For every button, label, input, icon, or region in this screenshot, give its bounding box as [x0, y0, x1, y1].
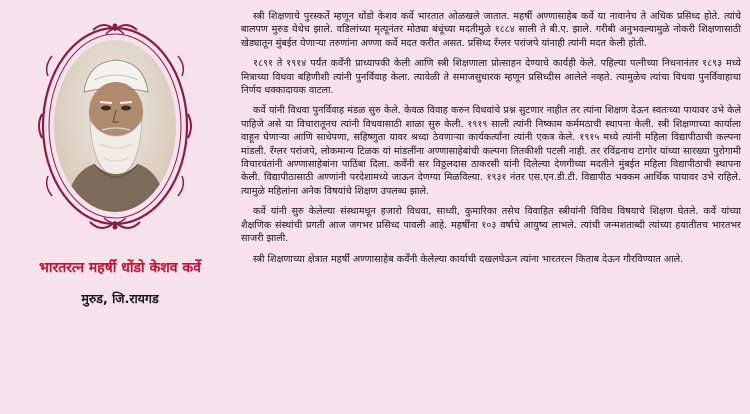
portrait-caption-place: मुरुड, जि.रायगड — [81, 291, 159, 306]
portrait-panel — [0, 0, 232, 414]
paragraph-university: कर्वे यांनी विधवा पुनर्विवाह मंडळ सुरु केले. केवळ विवाह करुन विधवांचे प्रश्न सुटणार नाहीत तर त्यांना शिक्षण देऊन स्वतःच्या पायावर उभे केले पाहिजे असे या विचारातूनच त्यांनी विधवासाठी शाळा सुरु केली. १९१९ साली त्यांनी निष्काम कर्ममठाची स्थापना केली. स्त्री शिक्षणाच्या कार्याला वाहून घेणाऱ्या आणि साधेपणा, सहिष्णुता यावर श्रध्दा ठेवणाऱ्या कार्यकर्त्यांना त्यांनी एकत्र केले. १९१५ मध्ये त्यांनी महिला विद्यापीठाची कल्पना मांडली. रँग्लर परांजपे, लोकमान्य टिळक यां मांडलींना अण्णासाहेबांची कल्पना तितकीशी पटली नाही. तर रविंद्रनाथ टागोर यांच्या सारख्या पुरोगामी विचारवंतांनी अण्णासाहेबांना पाठिंबा दिला. कर्वेंनी सर विठ्ठलदास ठाकरसी यांनी दिलेल्या देणगीच्या मदतीने मुंबईत महिला विद्यापीठाची स्थापना केली. विद्यापीठासाठी अण्णांनी परदेशामध्ये जाऊन देणग्या मिळविल्या. १९३१ नंतर एस.एन.डी.टी. विद्यापीठ भक्कम आर्थिक पायावर उभे राहिले. त्यामुळे महिलांना अनेक विषयांचे शिक्षण उपलब्ध झाले. — [241, 105, 741, 197]
portrait-illustration — [54, 40, 176, 212]
portrait-frame — [38, 22, 192, 230]
paragraph-intro: स्त्री शिक्षणाचे पुरस्कर्ते म्हणून धोंडो केशव कर्वे भारतात ओळखले जातात. महर्षी अण्णासाहेब कर्वे या नावानेच ते अधिक प्रसिध्द होते. त्यांचे बालपण मुरुड येथेच झाले. वडिलांच्या मृत्यूनंतर मोठ्या बंधूंच्या मदतीमुळे १८८४ साली ते बी.ए. झाले. गरीबी अनुभवल्यामुळे नोकरी शिक्षणासाठी खेड्यातून मुंबईत येणाऱ्या तरुणांना अण्णा कर्वे मदत करीत असत. प्रसिध्द रँग्लर परांजपे यांनाही त्यांनी मदत केली होती. — [241, 11, 741, 49]
portrait-photo — [54, 40, 176, 212]
biography-text — [241, 10, 741, 406]
paragraph-career: १८९१ ते १९१४ पर्यंत कर्वेंनी प्राध्यापकी केली आणि स्त्री शिक्षणाला प्रोत्साहन देण्याचे कार्यही केले. पहिल्या पत्नीच्या निधनानंतर १८९३ मध्ये मित्राच्या विधवा बहिणीशी त्यांनी पुनर्विवाह केला. त्यावेळी ते समाजसुधारक म्हणून प्रसिध्दीस आलेले नव्हते. त्यामुळेच त्यांचा विधवा पुनर्विवाहाचा निर्णय धक्कादायक वाटला. — [241, 58, 741, 97]
paragraph-legacy: कर्वे यांनी सुरु केलेल्या संस्थामधून हजारो विधवा, साध्वी, कुमारिका तसेच विवाहित स्त्रीयांनी विविध विषयाचे शिक्षण घेतले. कर्वे यांच्या शैक्षणिक संस्थांची प्रगती आज जगभर प्रसिध्द पावली आहे. महर्षींना १०३ वर्षाचे आयुष्य लाभले. त्यांची जन्मशताब्दी त्यांच्या हयातीतच भारतभर साजरी झाली. — [241, 206, 741, 245]
portrait-caption-name: भारतरत्न महर्षी धोंडो केशव कर्वे — [39, 260, 201, 276]
paragraph-award: स्त्री शिक्षणाच्या क्षेत्रात महर्षी अण्णासाहेब कर्वेंनी केलेल्या कार्याची दखलघेऊन त्यांना भारतरत्न किताब देऊन गौरविण्यात आले. — [253, 253, 684, 265]
